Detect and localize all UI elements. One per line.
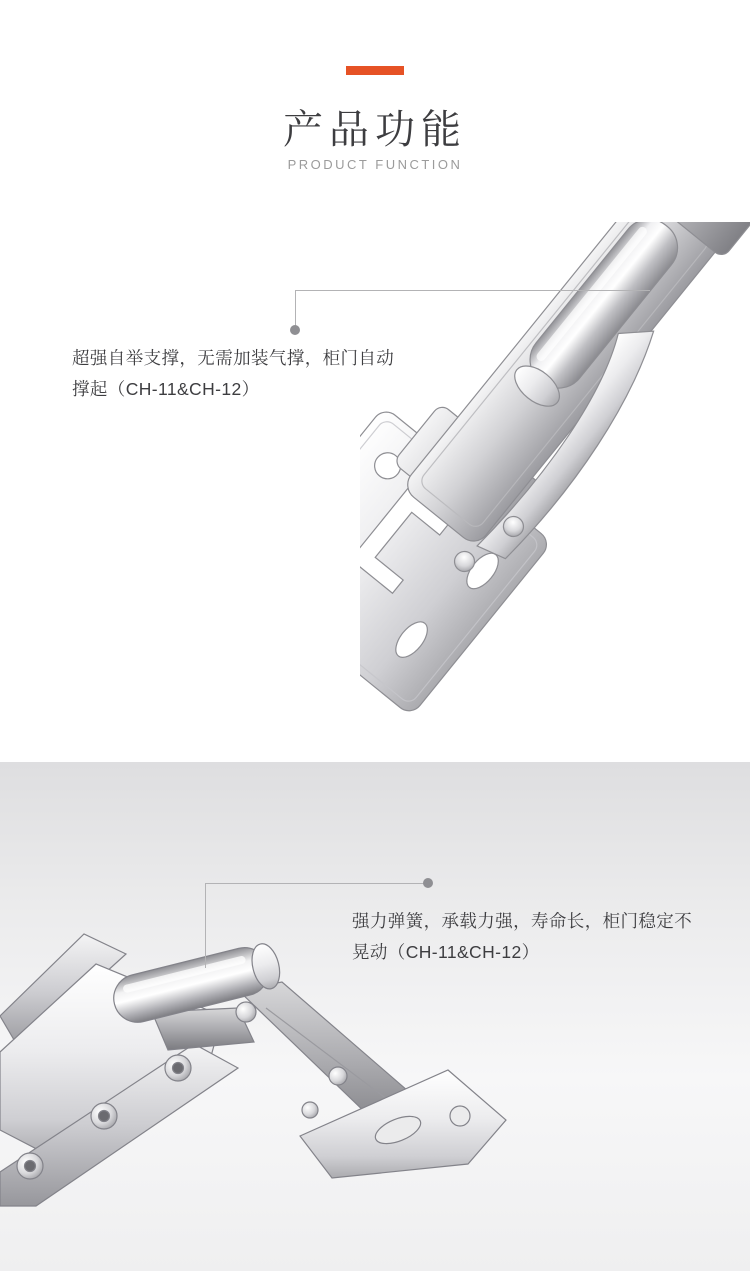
rivet [236,1002,256,1022]
bracket-screw-hole [450,1106,470,1126]
feature-text-2-line2: 晃动（CH-11&CH-12） [352,942,540,962]
feature-text-1 [72,343,432,405]
rivet [302,1102,318,1118]
accent-bar [346,66,404,75]
rivet [329,1067,347,1085]
feature-text-2-line1: 强力弹簧，承载力强，寿命长，柜门稳定不 [352,911,693,931]
callout-1-line-vertical [295,290,296,327]
feature-text-1-line1: 超强自举支撑，无需加装气撑，柜门自动 [72,348,395,368]
product-image-open-hinge [0,920,515,1240]
page-title: 产品功能 [283,108,467,152]
feature-text-1-line2: 撑起（CH-11&CH-12） [72,379,260,399]
callout-1-anchor-dot [290,325,300,335]
page-subtitle: PRODUCT FUNCTION [287,157,463,172]
callout-1-line-horizontal [295,290,650,291]
feature-text-2 [352,906,722,968]
product-image-hinge-with-plate [360,222,750,712]
callout-2-anchor-dot [423,878,433,888]
callout-2-line-vertical [205,883,206,968]
callout-2-line-horizontal [205,883,425,884]
